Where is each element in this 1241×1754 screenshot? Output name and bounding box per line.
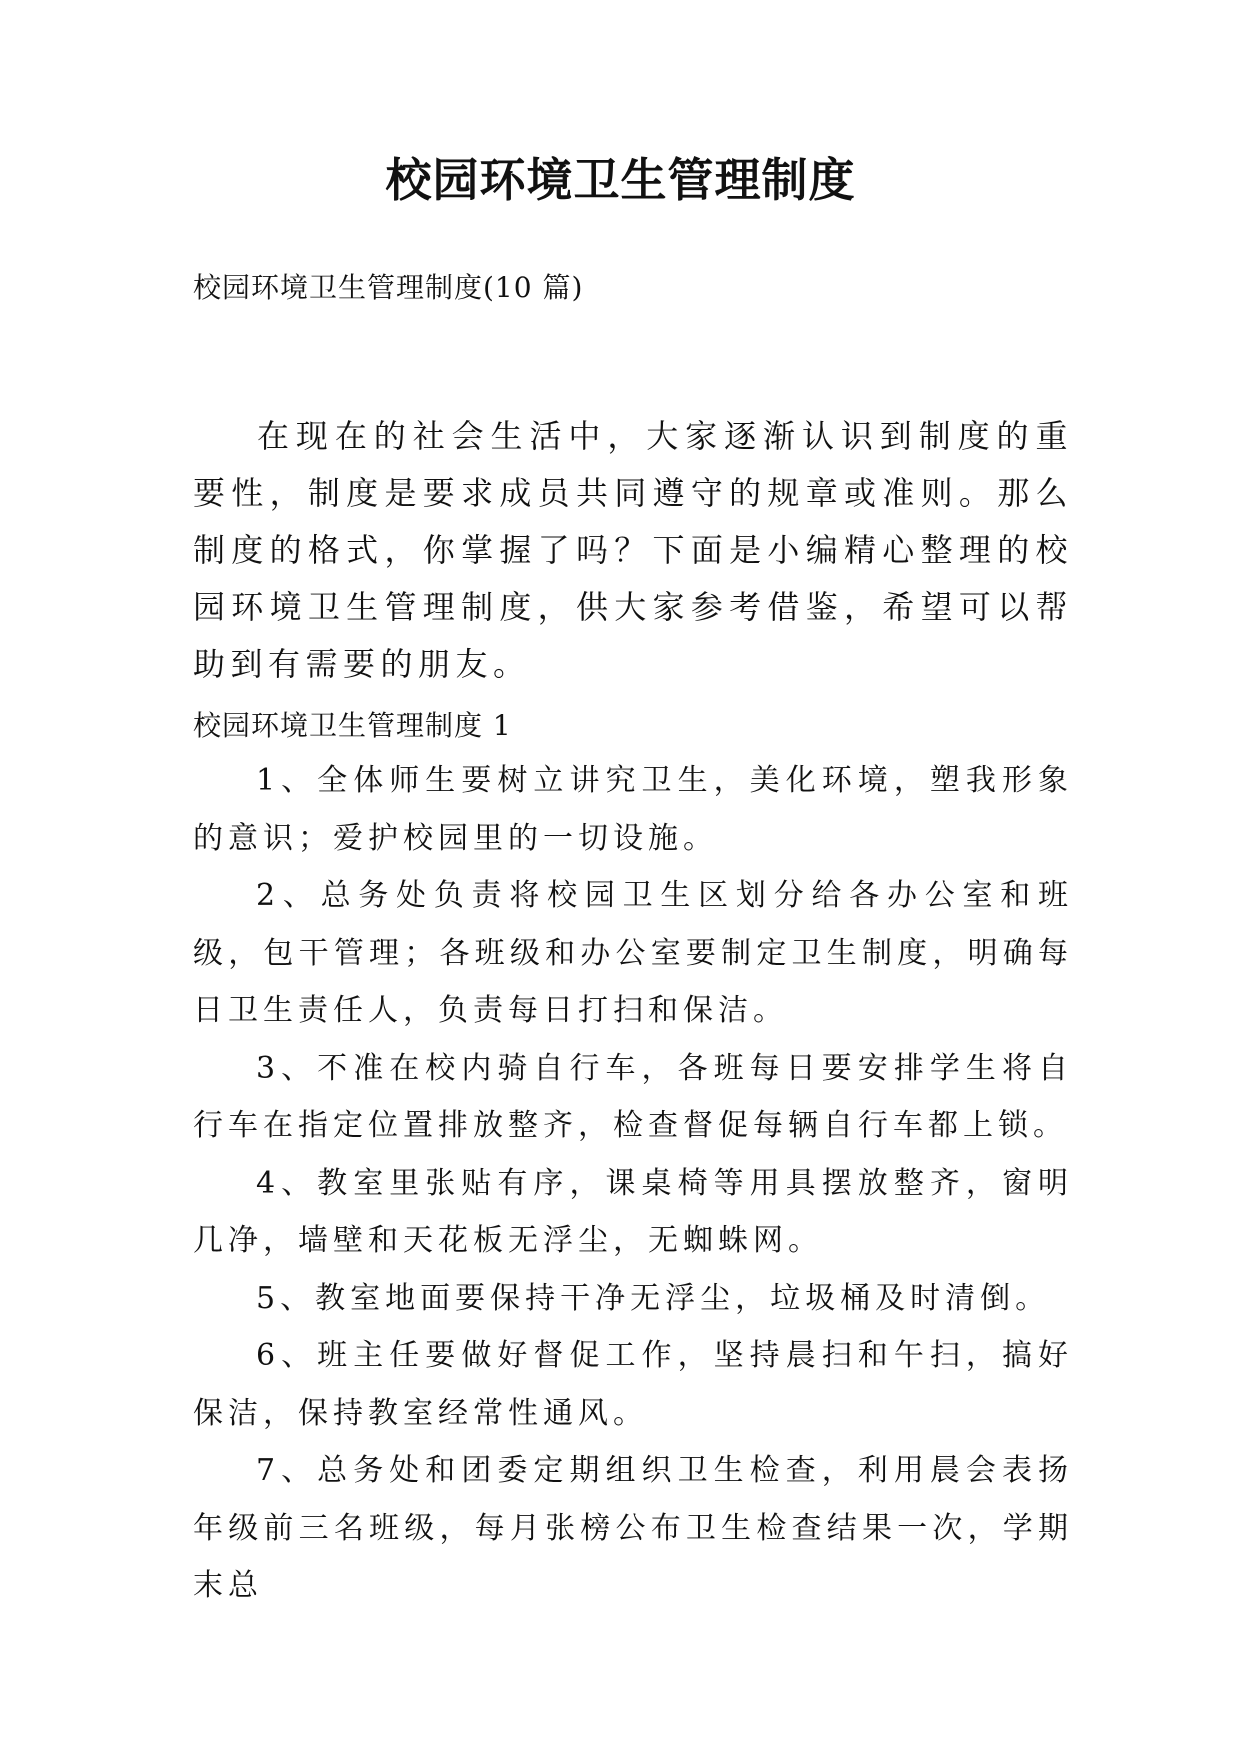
document-title: 校园环境卫生管理制度 <box>385 153 856 207</box>
section-heading: 校园环境卫生管理制度 1 <box>193 709 512 742</box>
document-subtitle: 校园环境卫生管理制度(10 篇) <box>193 271 584 304</box>
intro-paragraph: 在现在的社会生活中，大家逐渐认识到制度的重要性，制度是要求成员共同遵守的规章或准则。那么制度的格式，你掌握了吗？下面是小编精心整理的校园环境卫生管理制度，供大家参考借鉴，希望可以帮助到有需要的朋友。 <box>193 417 1073 683</box>
rule-item: 3、不准在校内骑自行车，各班每日要安排学生将自行车在指定位置排放整齐，检查督促每辆自行车都上锁。 <box>193 1050 1073 1143</box>
rule-item: 2、总务处负责将校园卫生区划分给各办公室和班级，包干管理；各班级和办公室要制定卫生制度，明确每日卫生责任人，负责每日打扫和保洁。 <box>193 878 1073 1028</box>
rule-item: 1、全体师生要树立讲究卫生，美化环境，塑我形象的意识；爱护校园里的一切设施。 <box>193 763 1073 856</box>
rule-item: 4、教室里张贴有序，课桌椅等用具摆放整齐，窗明几净，墙壁和天花板无浮尘，无蜘蛛网。 <box>193 1165 1073 1258</box>
rules-list <box>193 752 1073 1615</box>
rule-item: 5、教室地面要保持干净无浮尘，垃圾桶及时清倒。 <box>256 1280 1051 1316</box>
rule-item: 6、班主任要做好督促工作，坚持晨扫和午扫，搞好保洁，保持教室经常性通风。 <box>193 1338 1073 1431</box>
rule-item: 7、总务处和团委定期组织卫生检查，利用晨会表扬年级前三名班级，每月张榜公布卫生检查结果一次，学期末总 <box>193 1453 1073 1603</box>
